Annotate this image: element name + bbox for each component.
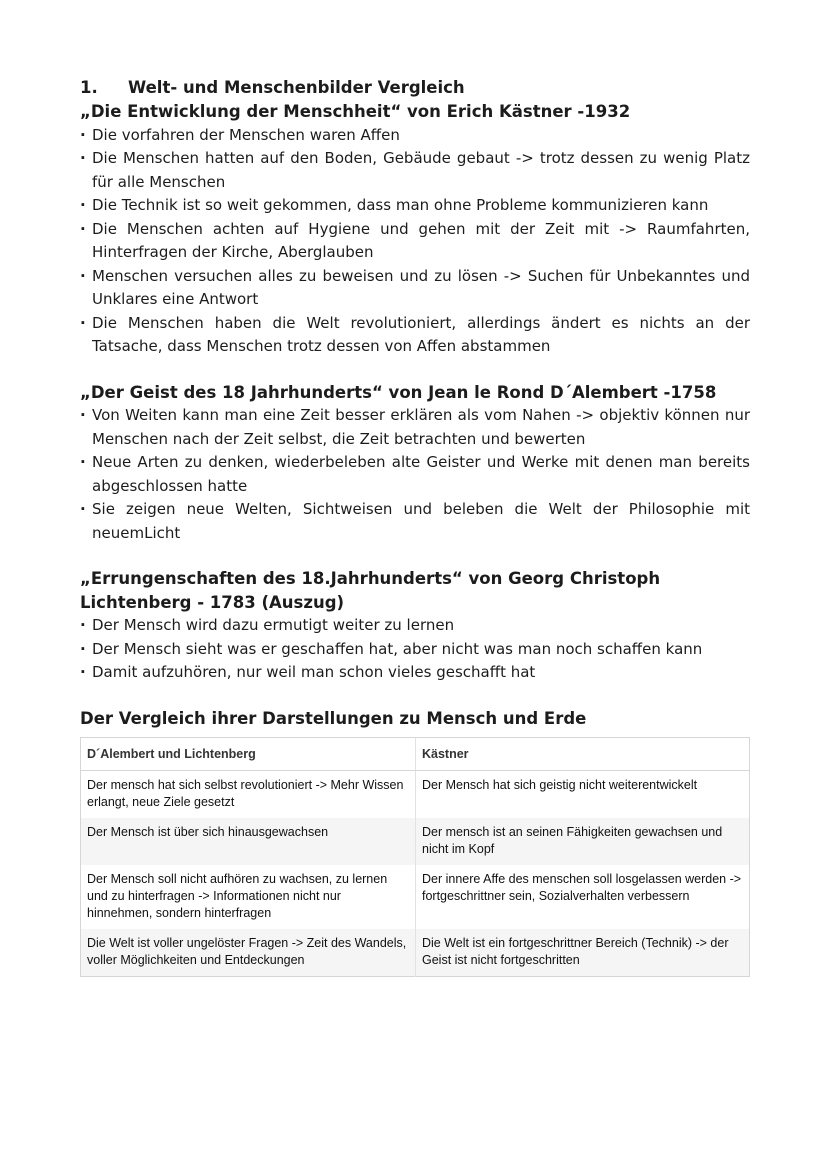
table-header-row (81, 737, 750, 770)
section-title: „Errungenschaften des 18.Jahrhunderts“ von Georg Christoph Lichtenberg - 1783 (Auszug) (80, 569, 661, 612)
list-item: · Sie zeigen neue Welten, Sichtweisen und beleben die Welt der Philosophie mit neuemLicht (80, 498, 750, 545)
table-row (81, 865, 750, 929)
column-header: Kästner (416, 737, 750, 770)
bullet-list (80, 614, 750, 685)
list-item: · Neue Arten zu denken, wiederbeleben alte Geister und Werke mit denen man bereits abgeschlossen hatte (80, 451, 750, 498)
table-cell: Der Mensch soll nicht aufhören zu wachsen, zu lernen und zu hinterfragen -> Informationen nicht nur hinnehmen, sondern hinterfragen (81, 865, 416, 929)
list-item: · Die Menschen haben die Welt revolutioniert, allerdings ändert es nichts an der Tatsache, dass Menschen trotz dessen von Affen abstammen (80, 312, 750, 359)
heading-number: 1. (80, 78, 98, 97)
list-item: · Die Technik ist so weit gekommen, dass man ohne Probleme kommunizieren kann (80, 194, 750, 218)
list-item: · Der Mensch wird dazu ermutigt weiter zu lernen (80, 614, 750, 638)
comparison-table (80, 737, 750, 977)
table-row (81, 818, 750, 865)
list-item: · Menschen versuchen alles zu beweisen und zu lösen -> Suchen für Unbekanntes und Unklares eine Antwort (80, 265, 750, 312)
document-page (80, 76, 750, 977)
list-item: · Die Menschen hatten auf den Boden, Gebäude gebaut -> trotz dessen zu wenig Platz für alle Menschen (80, 147, 750, 194)
table-row (81, 770, 750, 818)
list-item: · Damit aufzuhören, nur weil man schon vieles geschafft hat (80, 661, 750, 685)
heading-title: Welt- und Menschenbilder Vergleich (128, 78, 465, 97)
comparison-title: Der Vergleich ihrer Darstellungen zu Mensch und Erde (80, 708, 587, 728)
table-cell: Der mensch hat sich selbst revolutioniert -> Mehr Wissen erlangt, neue Ziele gesetzt (81, 770, 416, 818)
section-title: „Die Entwicklung der Menschheit“ von Erich Kästner -1932 (80, 102, 631, 121)
bullet-list (80, 404, 750, 545)
bullet-list (80, 124, 750, 359)
list-item: · Der Mensch sieht was er geschaffen hat, aber nicht was man noch schaffen kann (80, 638, 750, 662)
table-cell: Der Mensch ist über sich hinausgewachsen (81, 818, 416, 865)
section-title: „Der Geist des 18 Jahrhunderts“ von Jean le Rond D´Alembert -1758 (80, 382, 717, 402)
column-header: D´Alembert und Lichtenberg (81, 737, 416, 770)
table-cell: Der innere Affe des menschen soll losgelassen werden -> fortgeschrittner sein, Sozialverhalten verbessern (422, 871, 742, 903)
section-dalembert (80, 381, 750, 546)
table-row (81, 929, 750, 977)
document-heading (80, 76, 750, 100)
table-cell: Die Welt ist ein fortgeschrittner Bereich (Technik) -> der Geist ist nicht fortgeschritten (416, 929, 750, 977)
list-item: · Die Menschen achten auf Hygiene und gehen mit der Zeit mit -> Raumfahrten, Hinterfragen der Kirche, Aberglauben (80, 218, 750, 265)
section-kaestner (80, 100, 750, 359)
list-item: · Von Weiten kann man eine Zeit besser erklären als vom Nahen -> objektiv können nur Menschen nach der Zeit selbst, die Zeit betrachten und bewerten (80, 404, 750, 451)
section-lichtenberg (80, 567, 750, 685)
table-cell: Der mensch ist an seinen Fähigkeiten gewachsen und nicht im Kopf (416, 818, 750, 865)
list-item: · Die vorfahren der Menschen waren Affen (80, 124, 750, 148)
table-cell: Der Mensch hat sich geistig nicht weiterentwickelt (422, 777, 698, 792)
table-cell: Die Welt ist voller ungelöster Fragen -> Zeit des Wandels, voller Möglichkeiten und Entdeckungen (81, 929, 416, 977)
